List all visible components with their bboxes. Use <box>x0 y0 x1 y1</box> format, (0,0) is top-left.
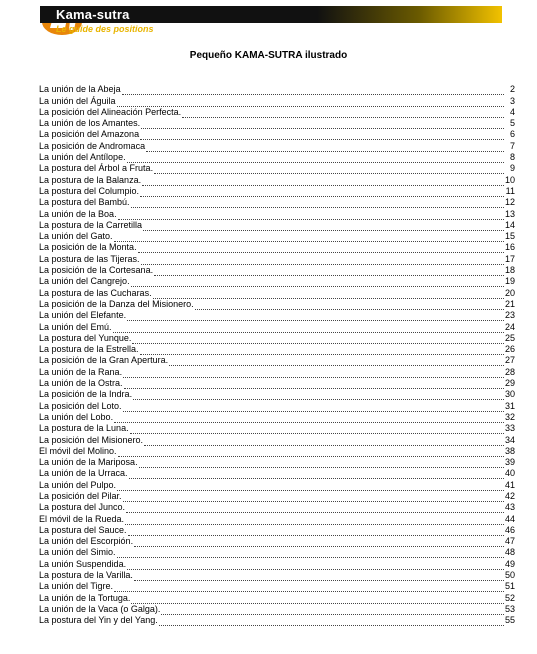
toc-entry-label: La postura de la Estrella. <box>39 344 139 355</box>
toc-entry-page-number: 18 <box>504 265 515 276</box>
toc-entry-page-number: 6 <box>509 129 515 140</box>
toc-entry-label: La postura de la Carretilla <box>39 219 143 230</box>
toc-entry-label: La postura de la Luna. <box>39 423 129 434</box>
page-title: Pequeño KAMA-SUTRA ilustrado <box>189 50 348 61</box>
toc-entry[interactable] <box>39 547 515 558</box>
toc-dot-leader <box>127 154 504 163</box>
toc-entry-page-number: 24 <box>504 321 515 332</box>
toc-entry[interactable] <box>39 525 515 536</box>
toc-entry-page-number: 8 <box>509 152 515 163</box>
toc-dot-leader <box>140 346 504 355</box>
toc-entry-page-number: 16 <box>504 242 515 253</box>
toc-dot-leader <box>125 516 504 525</box>
toc-entry[interactable] <box>39 389 515 400</box>
toc-entry-page-number: 51 <box>504 581 515 592</box>
toc-entry-label: La posición de la Gran Apertura. <box>39 355 169 366</box>
toc-entry[interactable] <box>39 434 515 445</box>
toc-entry-page-number: 26 <box>504 344 515 355</box>
toc-entry[interactable] <box>39 468 515 479</box>
toc-entry-label: La postura del Sauce. <box>39 524 127 535</box>
toc-entry-label: La postura del Junco. <box>39 502 126 513</box>
toc-entry[interactable] <box>39 412 515 423</box>
toc-entry-label: La posición de Andromaca <box>39 140 146 151</box>
toc-entry[interactable] <box>39 310 515 321</box>
toc-entry-label: La posición del Pilar. <box>39 490 122 501</box>
toc-dot-leader <box>124 380 504 389</box>
toc-entry-label: La unión del Lobo. <box>39 411 114 422</box>
toc-entry[interactable] <box>39 615 515 626</box>
toc-entry-page-number: 13 <box>504 208 515 219</box>
toc-entry-page-number: 7 <box>509 140 515 151</box>
toc-dot-leader <box>117 482 504 491</box>
toc-entry-label: La unión de la Mariposa. <box>39 457 138 468</box>
toc-dot-leader <box>131 595 504 604</box>
toc-entry[interactable] <box>39 276 515 287</box>
toc-entry-label: La unión del Antílope. <box>39 152 126 163</box>
toc-entry-page-number: 19 <box>504 276 515 287</box>
toc-entry[interactable] <box>39 242 515 253</box>
toc-entry-page-number: 12 <box>504 197 515 208</box>
toc-entry-label: La postura del Bambú. <box>39 197 130 208</box>
toc-entry[interactable] <box>39 95 515 106</box>
toc-entry-page-number: 2 <box>509 84 515 95</box>
toc-entry[interactable] <box>39 287 515 298</box>
toc-entry-page-number: 43 <box>504 502 515 513</box>
toc-entry-page-number: 33 <box>504 423 515 434</box>
toc-entry-label: La posición del Misionero. <box>39 434 144 445</box>
toc-entry-page-number: 48 <box>504 547 515 558</box>
toc-dot-leader <box>195 301 504 310</box>
toc-entry[interactable] <box>39 253 515 264</box>
toc-entry[interactable] <box>39 491 515 502</box>
toc-entry[interactable] <box>39 457 515 468</box>
toc-entry[interactable] <box>39 197 515 208</box>
toc-entry-label: La postura del Árbol a Fruta. <box>39 163 154 174</box>
brand-tagline: Le guide des positions <box>56 24 154 34</box>
toc-dot-leader <box>139 459 504 468</box>
toc-entry-label: La posición del Alineación Perfecta. <box>39 106 182 117</box>
toc-entry-label: La unión del Pulpo. <box>39 479 117 490</box>
toc-entry[interactable] <box>39 581 515 592</box>
toc-dot-leader <box>114 583 504 592</box>
toc-entry-label: La unión del Elefante. <box>39 310 127 321</box>
toc-entry[interactable] <box>39 536 515 547</box>
toc-entry-page-number: 34 <box>504 434 515 445</box>
toc-entry[interactable] <box>39 321 515 332</box>
toc-dot-leader <box>127 561 504 570</box>
toc-entry-label: La unión de la Rana. <box>39 366 123 377</box>
toc-entry-page-number: 50 <box>504 570 515 581</box>
toc-dot-leader <box>141 256 504 265</box>
toc-dot-leader <box>117 98 504 107</box>
toc-dot-leader <box>140 188 504 197</box>
toc-entry-label: La unión del Simio. <box>39 547 116 558</box>
toc-entry[interactable] <box>39 208 515 219</box>
toc-entry-page-number: 5 <box>509 118 515 129</box>
toc-entry-label: La posición de la Monta. <box>39 242 137 253</box>
toc-entry[interactable] <box>39 84 515 95</box>
toc-entry-label: La unión del Escorpión. <box>39 536 134 547</box>
toc-entry-label: La unión de la Vaca (o Galga). <box>39 603 161 614</box>
toc-entry-label: La postura del Columpio. <box>39 185 140 196</box>
toc-dot-leader <box>117 549 504 558</box>
toc-entry-page-number: 44 <box>504 513 515 524</box>
toc-entry-label: La posición de la Cortesana. <box>39 265 154 276</box>
toc-entry-page-number: 32 <box>504 411 515 422</box>
toc-dot-leader <box>140 131 504 140</box>
toc-dot-leader <box>114 414 504 423</box>
toc-entry[interactable] <box>39 513 515 524</box>
toc-entry-page-number: 40 <box>504 468 515 479</box>
toc-entry[interactable] <box>39 479 515 490</box>
toc-entry-label: La unión del Gato. <box>39 231 113 242</box>
toc-dot-leader <box>154 165 504 174</box>
toc-entry-label: La unión de la Boa. <box>39 208 117 219</box>
toc-entry-page-number: 47 <box>504 536 515 547</box>
toc-entry-page-number: 4 <box>509 106 515 117</box>
toc-entry-page-number: 10 <box>504 174 515 185</box>
toc-entry-page-number: 46 <box>504 524 515 535</box>
toc-dot-leader <box>134 538 504 547</box>
toc-entry-page-number: 3 <box>509 95 515 106</box>
toc-entry-page-number: 25 <box>504 332 515 343</box>
toc-entry-label: La postura de las Tijeras. <box>39 253 140 264</box>
toc-entry[interactable] <box>39 118 515 129</box>
toc-entry[interactable] <box>39 163 515 174</box>
toc-dot-leader <box>133 391 504 400</box>
toc-dot-leader <box>182 109 504 118</box>
toc-entry[interactable] <box>39 344 515 355</box>
toc-entry[interactable] <box>39 400 515 411</box>
toc-entry[interactable] <box>39 378 515 389</box>
toc-entry[interactable] <box>39 186 515 197</box>
toc-entry-label: La postura del Yunque. <box>39 332 132 343</box>
toc-entry-label: La unión de la Ostra. <box>39 378 123 389</box>
toc-entry-label: La postura del Yin y del Yang. <box>39 615 158 626</box>
toc-dot-leader <box>138 244 504 253</box>
toc-dot-leader <box>154 267 504 276</box>
toc-entry-page-number: 28 <box>504 366 515 377</box>
toc-dot-leader <box>134 572 504 581</box>
toc-entry[interactable] <box>39 446 515 457</box>
toc-entry-page-number: 15 <box>504 231 515 242</box>
toc-entry-page-number: 27 <box>504 355 515 366</box>
toc-dot-leader <box>142 177 504 186</box>
toc-entry-page-number: 9 <box>509 163 515 174</box>
toc-entry-label: La postura de la Balanza. <box>39 174 142 185</box>
table-of-contents <box>39 84 515 626</box>
toc-entry-page-number: 11 <box>505 185 515 196</box>
toc-entry-page-number: 30 <box>504 389 515 400</box>
toc-dot-leader <box>118 448 504 457</box>
toc-entry[interactable] <box>39 333 515 344</box>
toc-entry[interactable] <box>39 570 515 581</box>
toc-dot-leader <box>146 143 504 152</box>
brand-name: Kama-sutra <box>56 7 130 22</box>
toc-entry-label: La posición de la Danza del Misionero. <box>39 298 194 309</box>
toc-entry-label: La unión de los Amantes. <box>39 118 141 129</box>
toc-entry-page-number: 21 <box>504 298 515 309</box>
toc-dot-leader <box>113 324 504 333</box>
toc-entry[interactable] <box>39 604 515 615</box>
toc-entry-label: La posición de la Indra. <box>39 389 133 400</box>
toc-entry-label: La postura de la Varilla. <box>39 570 133 581</box>
toc-entry[interactable] <box>39 174 515 185</box>
toc-entry-page-number: 29 <box>504 378 515 389</box>
toc-entry-page-number: 42 <box>504 490 515 501</box>
toc-entry[interactable] <box>39 107 515 118</box>
toc-entry[interactable] <box>39 558 515 569</box>
toc-entry-label: La unión del Tigre. <box>39 581 114 592</box>
toc-entry-label: El móvil del Molino. <box>39 445 117 456</box>
toc-entry-label: El móvil de la Rueda. <box>39 513 125 524</box>
toc-dot-leader <box>128 527 504 536</box>
toc-entry-label: La postura de las Cucharas. <box>39 287 152 298</box>
toc-entry[interactable] <box>39 502 515 513</box>
toc-entry-page-number: 39 <box>504 457 515 468</box>
toc-entry-page-number: 52 <box>504 592 515 603</box>
toc-entry-label: La unión del Emú. <box>39 321 112 332</box>
toc-entry-page-number: 49 <box>504 558 515 569</box>
toc-dot-leader <box>161 606 504 615</box>
toc-dot-leader <box>130 425 504 434</box>
toc-dot-leader <box>132 335 504 344</box>
toc-entry-label: La posición del Loto. <box>39 400 122 411</box>
toc-entry[interactable] <box>39 231 515 242</box>
toc-entry[interactable] <box>39 129 515 140</box>
toc-entry-page-number: 55 <box>504 615 515 626</box>
toc-entry[interactable] <box>39 299 515 310</box>
toc-entry[interactable] <box>39 592 515 603</box>
toc-dot-leader <box>131 278 504 287</box>
toc-dot-leader <box>143 222 504 231</box>
toc-entry-page-number: 20 <box>504 287 515 298</box>
toc-entry-label: La unión de la Abeja <box>39 84 121 95</box>
toc-entry-label: La unión de la Urraca. <box>39 468 128 479</box>
toc-dot-leader <box>141 120 504 129</box>
toc-entry-page-number: 38 <box>504 445 515 456</box>
toc-entry-page-number: 53 <box>504 603 515 614</box>
toc-entry[interactable] <box>39 265 515 276</box>
toc-dot-leader <box>153 290 504 299</box>
toc-dot-leader <box>131 199 504 208</box>
toc-entry-page-number: 17 <box>504 253 515 264</box>
toc-dot-leader <box>129 470 504 479</box>
toc-entry[interactable] <box>39 366 515 377</box>
toc-dot-leader <box>126 504 504 513</box>
toc-entry-label: La unión Suspendida. <box>39 558 127 569</box>
toc-entry[interactable] <box>39 152 515 163</box>
toc-dot-leader <box>123 493 504 502</box>
toc-dot-leader <box>127 312 504 321</box>
toc-dot-leader <box>169 357 504 366</box>
toc-dot-leader <box>144 437 504 446</box>
toc-entry-page-number: 23 <box>504 310 515 321</box>
toc-dot-leader <box>114 233 504 242</box>
toc-entry-label: La unión del Águila <box>39 95 116 106</box>
toc-dot-leader <box>118 211 504 220</box>
toc-entry[interactable] <box>39 220 515 231</box>
toc-dot-leader <box>123 369 504 378</box>
toc-entry[interactable] <box>39 423 515 434</box>
toc-entry-page-number: 41 <box>504 479 515 490</box>
toc-dot-leader <box>159 617 504 626</box>
toc-entry-label: La posición del Amazona <box>39 129 140 140</box>
toc-entry-page-number: 31 <box>504 400 515 411</box>
toc-entry-label: La unión de la Tortuga. <box>39 592 131 603</box>
toc-dot-leader <box>122 86 504 95</box>
toc-entry[interactable] <box>39 140 515 151</box>
toc-dot-leader <box>123 403 504 412</box>
toc-entry-label: La unión del Cangrejo. <box>39 276 130 287</box>
toc-entry[interactable] <box>39 355 515 366</box>
toc-entry-page-number: 14 <box>504 219 515 230</box>
